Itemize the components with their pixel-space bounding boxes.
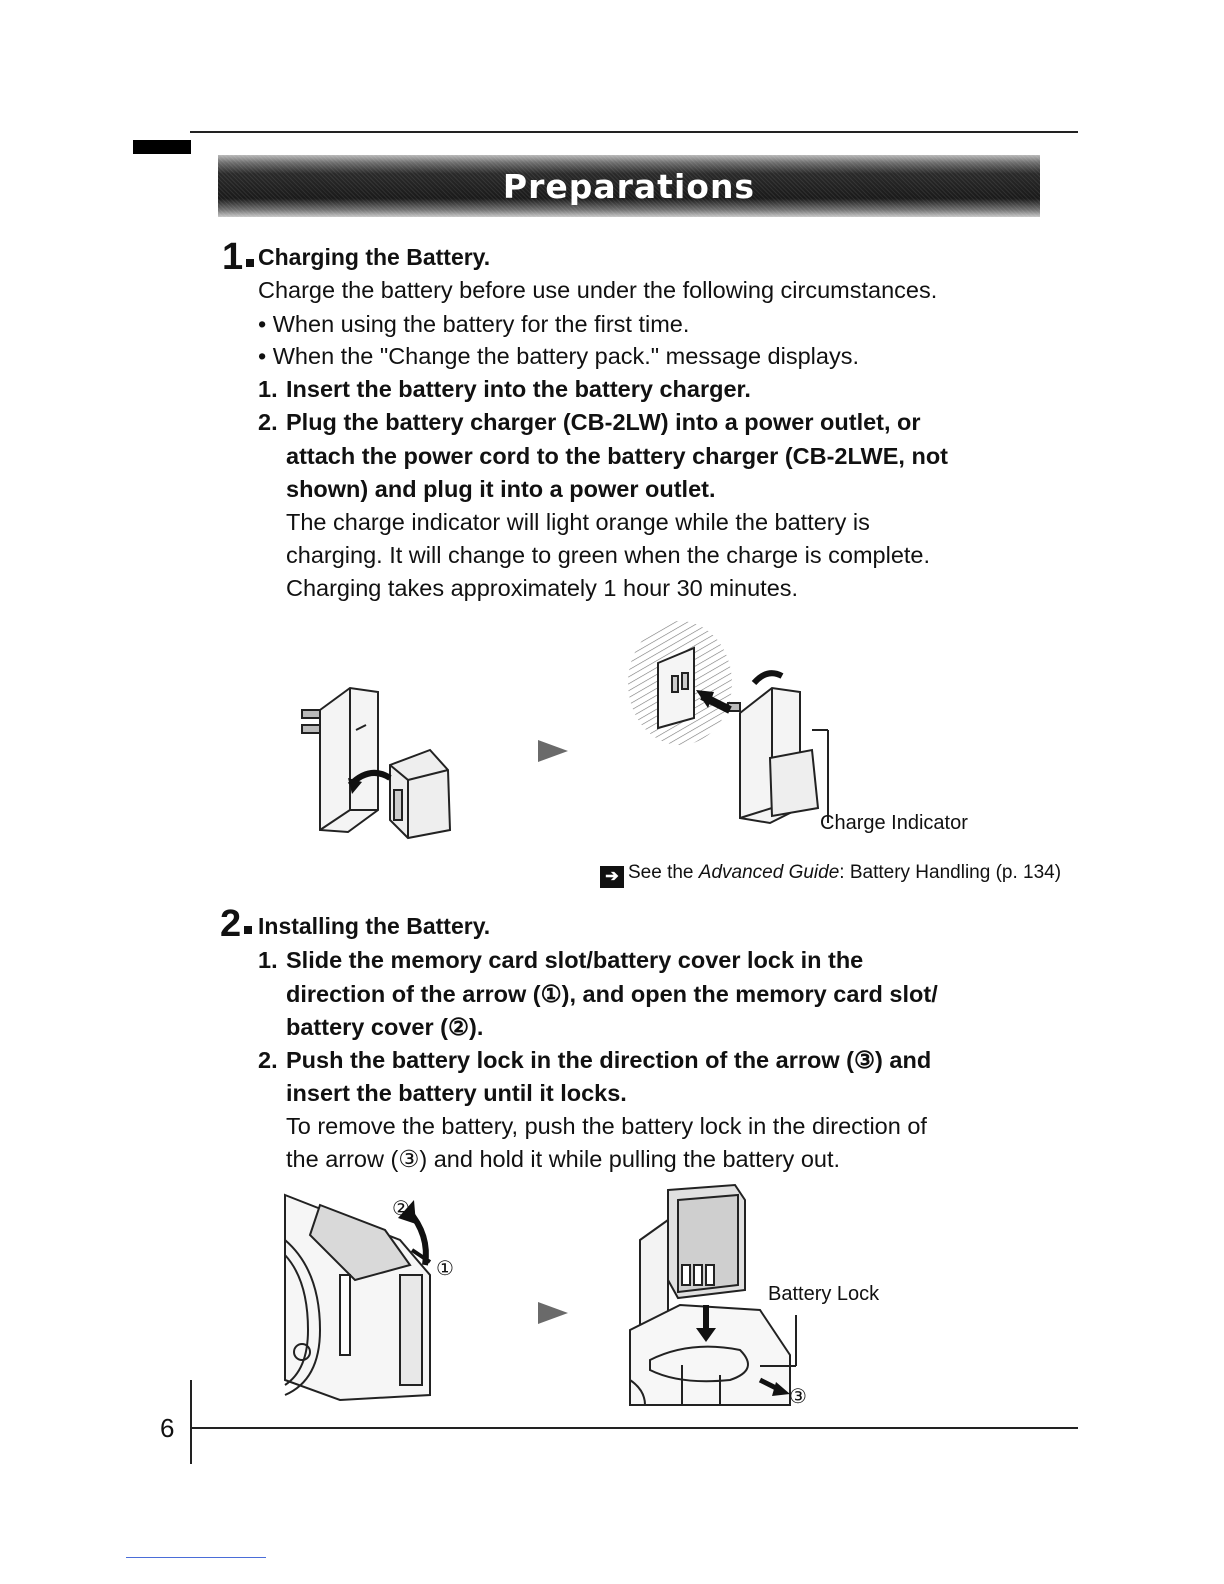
section2-title: Installing the Battery. [258,913,491,939]
page-title: Preparations [502,166,756,206]
section2-step2-line-1: Push the battery lock in the direction of the arrow (③) and [286,1047,932,1073]
battery-charger-illustration [290,670,470,840]
section1-bullet-1: • When using the battery for the first time. [258,311,690,337]
title-banner [218,155,1040,217]
section2-step1-line-3: battery cover (②). [286,1014,484,1040]
battery-lock-label: Battery Lock [768,1283,880,1305]
top-rule [190,131,1078,133]
page-number: 6 [160,1413,175,1443]
section2-step2-number: 2. [258,1047,278,1073]
section1-step2-line-1: Plug the battery charger (CB-2LW) into a power outlet, or [286,409,921,435]
section2-step1-number: 1. [258,947,278,973]
callout-3: ③ [789,1386,807,1408]
section1-note-line-1: The charge indicator will light orange while the battery is [286,509,870,535]
charge-indicator-label: Charge Indicator [820,812,968,834]
section1-step2-line-2: attach the power cord to the battery charger (CB-2LWE, not [286,443,948,469]
section1-number: 1 [222,238,254,276]
reference-arrow-icon: ➔ [600,866,624,888]
section2-note-line-1: To remove the battery, push the battery lock in the direction of [286,1113,927,1139]
section2-note-line-2: the arrow (③) and hold it while pulling the battery out. [286,1146,841,1172]
camera-cover-illustration [280,1180,460,1405]
section1-note-line-3: Charging takes approximately 1 hour 30 minutes. [286,575,799,601]
section1-intro: Charge the battery before use under the following circumstances. [258,277,938,303]
section1-step1-number: 1. [258,376,278,402]
footer-underline [126,1557,266,1558]
page-number-divider [190,1380,192,1464]
charger-plugged-illustration [622,618,842,833]
section1-step2-line-3: shown) and plug it into a power outlet. [286,476,716,502]
section1-bullet-2: • When the "Change the battery pack." message displays. [258,343,859,369]
section1-step2-number: 2. [258,409,278,435]
advanced-guide-reference: ➔ See the Advanced Guide: Battery Handling (p. 134) [600,862,1061,888]
section-tab-marker [133,140,191,154]
section2-number: 2 [220,905,252,943]
section1-title: Charging the Battery. [258,244,491,270]
section1-note-line-2: charging. It will change to green when the charge is complete. [286,542,931,568]
callout-2: ② [392,1198,410,1220]
callout-1: ① [436,1258,454,1280]
bottom-rule [190,1427,1078,1429]
section2-step1-line-1: Slide the memory card slot/battery cover lock in the [286,947,864,973]
sequence-arrow-2 [538,1302,568,1324]
sequence-arrow-1 [538,740,568,762]
section1-step1-text: Insert the battery into the battery charger. [286,376,751,402]
section2-step1-line-2: direction of the arrow (①), and open the memory card slot/ [286,981,938,1007]
section2-step2-line-2: insert the battery until it locks. [286,1080,627,1106]
